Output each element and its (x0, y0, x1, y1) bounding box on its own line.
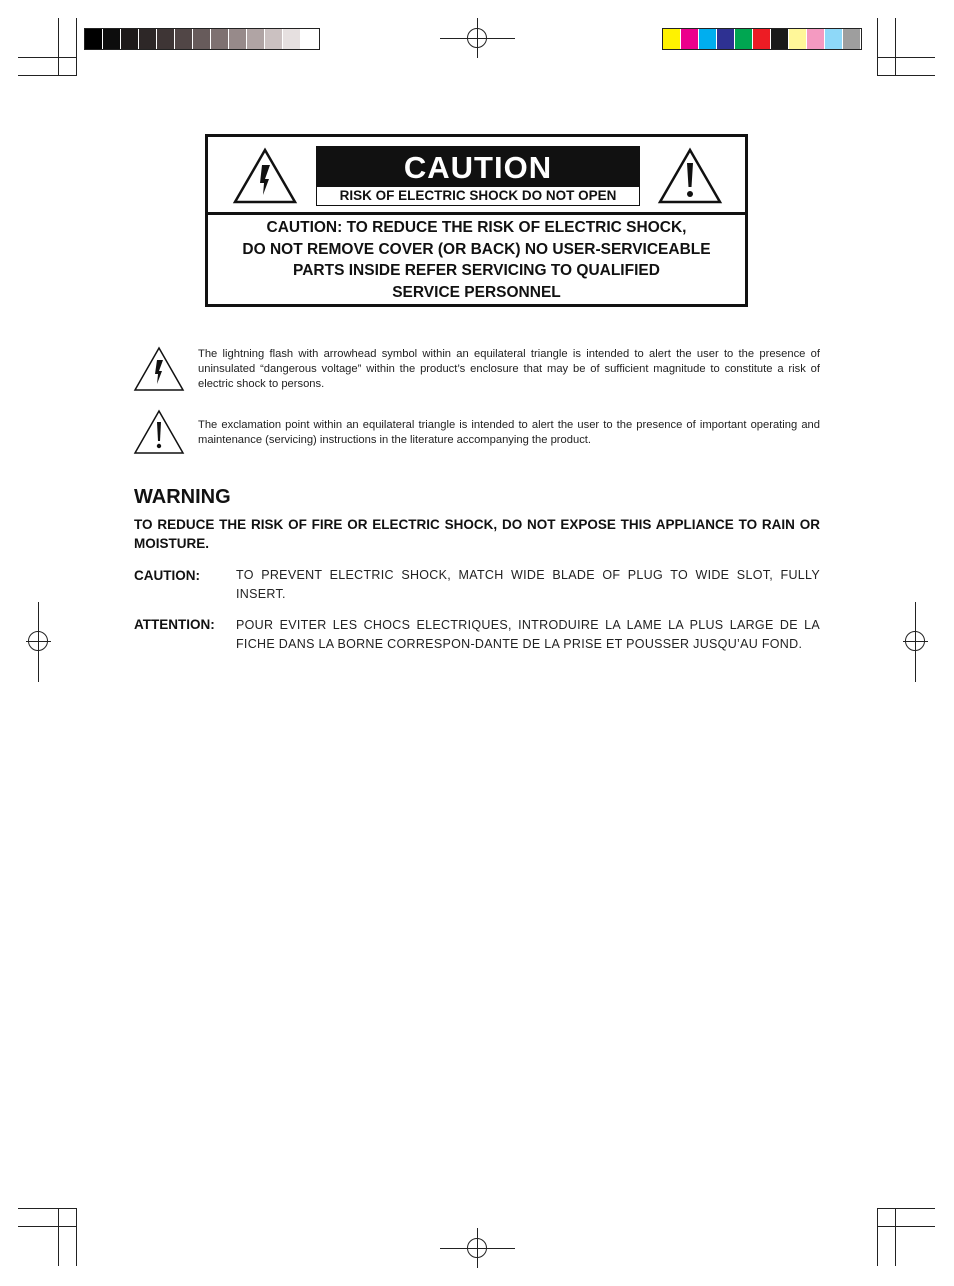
color-swatch (301, 29, 319, 49)
caution-label-panel (205, 134, 748, 307)
crop-mark (76, 1208, 77, 1266)
color-swatch (699, 29, 717, 49)
crop-mark (18, 1208, 76, 1209)
color-swatch (103, 29, 121, 49)
crop-mark (877, 18, 878, 76)
lightning-triangle-icon (232, 147, 298, 205)
color-swatch (85, 29, 103, 49)
warning-heading: WARNING (134, 486, 231, 508)
crop-mark (877, 75, 935, 76)
grayscale-color-bar (84, 28, 320, 50)
caution-body-line: CAUTION: TO REDUCE THE RISK OF ELECTRIC SHOCK, (266, 219, 687, 236)
color-swatch (211, 29, 229, 49)
crop-mark (18, 1226, 76, 1227)
lightning-triangle-icon (133, 346, 185, 392)
caution-notice-text: TO PREVENT ELECTRIC SHOCK, MATCH WIDE BLADE OF PLUG TO WIDE SLOT, FULLY INSERT. (236, 568, 820, 601)
color-swatch (681, 29, 699, 49)
crop-mark (877, 1208, 878, 1266)
registration-mark (28, 631, 48, 651)
caution-body-line: PARTS INSIDE REFER SERVICING TO QUALIFIED (293, 262, 660, 279)
crop-mark (18, 75, 76, 76)
color-swatch (771, 29, 789, 49)
color-swatch (283, 29, 301, 49)
color-swatch (753, 29, 771, 49)
crop-mark (58, 1208, 59, 1266)
color-swatch (247, 29, 265, 49)
color-swatch (175, 29, 193, 49)
warning-text: TO REDUCE THE RISK OF FIRE OR ELECTRIC SHOCK, DO NOT EXPOSE THIS APPLIANCE TO RAIN OR MOISTURE. (134, 517, 820, 551)
caution-title: CAUTION (316, 146, 640, 190)
crop-mark (877, 1208, 935, 1209)
crop-mark (76, 18, 77, 76)
caution-subtitle: RISK OF ELECTRIC SHOCK DO NOT OPEN (316, 186, 640, 206)
caution-body-line: DO NOT REMOVE COVER (OR BACK) NO USER-SERVICEABLE (242, 240, 711, 258)
attention-notice-label: ATTENTION: (134, 617, 215, 632)
lightning-symbol-description: The lightning flash with arrowhead symbol within an equilateral triangle is intended to alert the user to the presence of uninsulated “dangerous voltage” within the product’s enclosure that may be of sufficient magnitude to constitute a risk of electric shock to persons. (198, 348, 820, 390)
exclamation-triangle-icon (133, 409, 185, 455)
exclamation-symbol-description: The exclamation point within an equilateral triangle is intended to alert the user to the presence of important operating and maintenance (servicing) instructions in the literature accompanying the product. (198, 419, 820, 446)
registration-mark (467, 28, 487, 48)
color-swatch (229, 29, 247, 49)
crop-mark (58, 18, 59, 76)
color-swatch (139, 29, 157, 49)
color-swatch (121, 29, 139, 49)
exclamation-triangle-icon (657, 147, 723, 205)
crop-mark (18, 57, 76, 58)
color-swatch (825, 29, 843, 49)
crop-mark (877, 1226, 935, 1227)
color-swatch (789, 29, 807, 49)
process-color-bar (662, 28, 862, 50)
color-swatch (157, 29, 175, 49)
crop-mark (895, 18, 896, 76)
color-swatch (193, 29, 211, 49)
attention-notice-text: POUR EVITER LES CHOCS ELECTRIQUES, INTRODUIRE LA LAME LA PLUS LARGE DE LA FICHE DANS LA BORNE CORRESPON-DANTE DE LA PRISE ET POUSSER JUSQU’AU FOND. (236, 618, 820, 651)
color-swatch (843, 29, 861, 49)
caution-body-line: SERVICE PERSONNEL (392, 283, 561, 301)
crop-mark (895, 1208, 896, 1266)
registration-mark (467, 1238, 487, 1258)
color-swatch (807, 29, 825, 49)
color-swatch (663, 29, 681, 49)
caution-body (214, 217, 739, 303)
registration-mark (905, 631, 925, 651)
divider (208, 212, 745, 215)
color-swatch (265, 29, 283, 49)
color-swatch (717, 29, 735, 49)
crop-mark (877, 57, 935, 58)
caution-notice-label: CAUTION: (134, 568, 200, 583)
color-swatch (735, 29, 753, 49)
